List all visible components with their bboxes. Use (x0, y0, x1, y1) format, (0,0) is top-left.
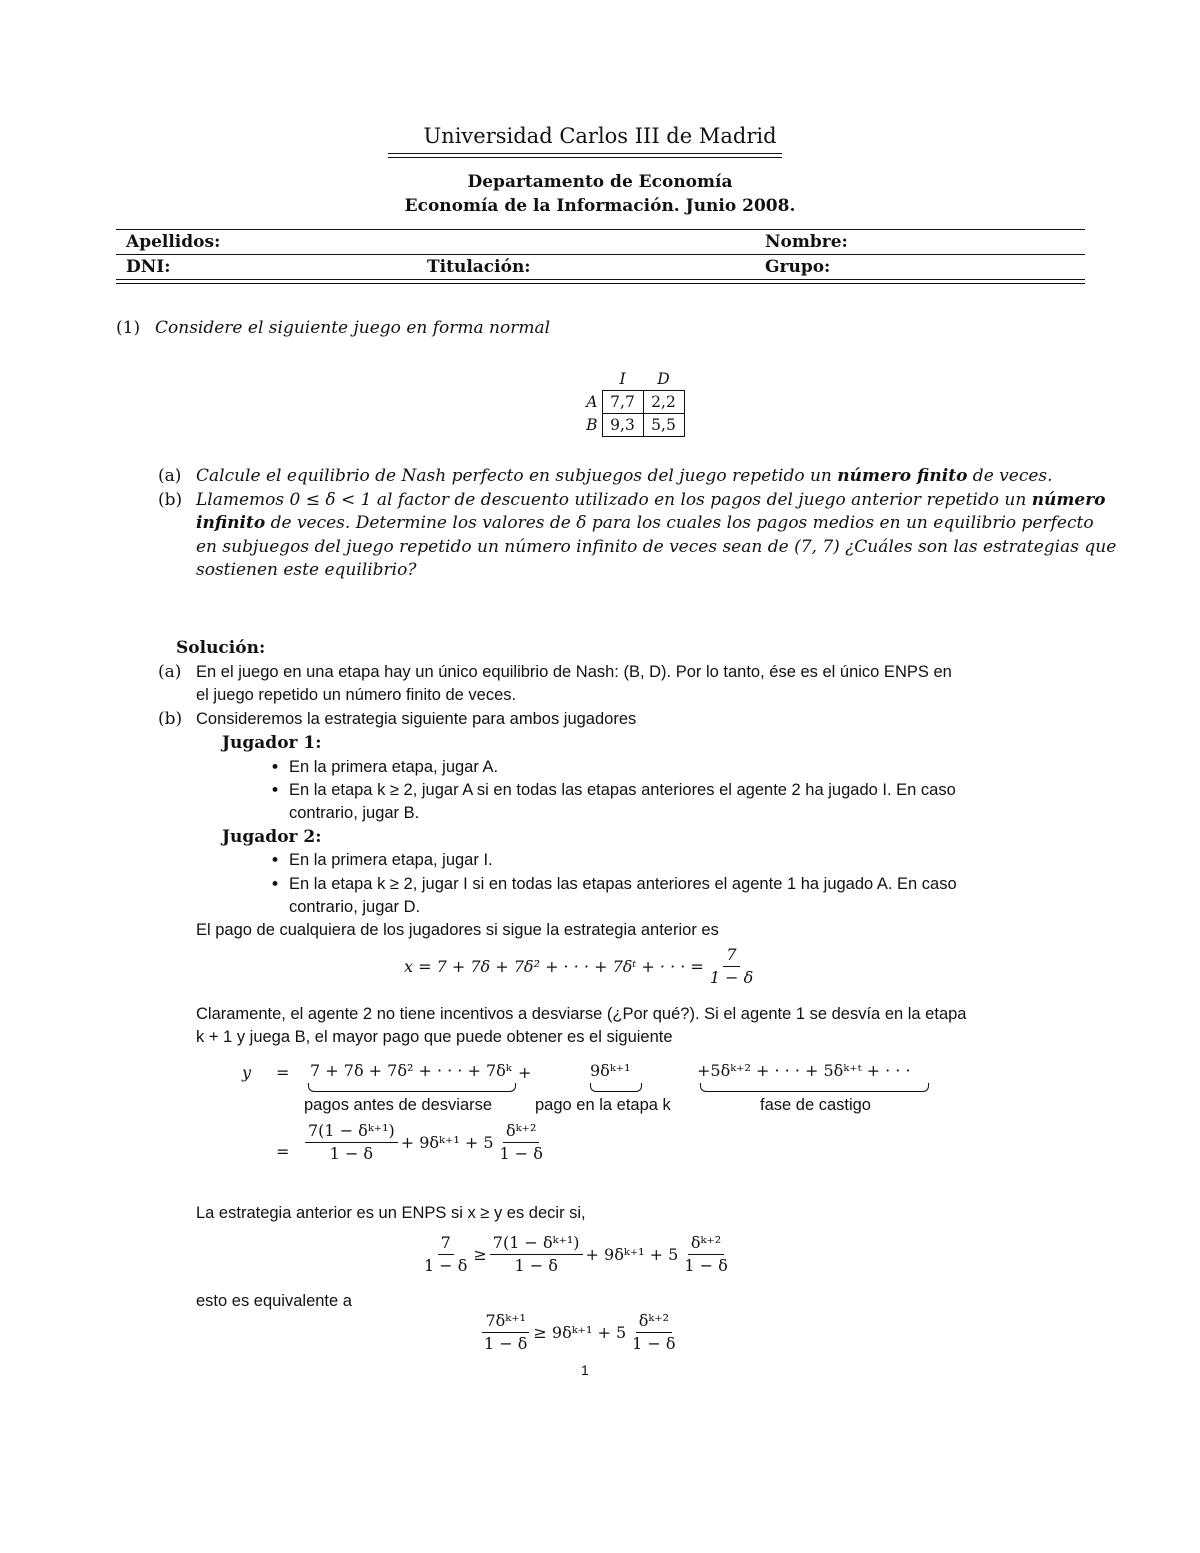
part-a-text: Calcule el equilibrio de Nash perfecto en subjuegos del juego repetido un número finito de veces. (196, 466, 1053, 486)
equation-y2 (302, 1122, 549, 1162)
title-rule-bottom (388, 157, 782, 158)
cell-a-i: 7,7 (602, 391, 643, 414)
equation-y-term-3: +5δᵏ⁺² + · · · + 5δᵏ⁺ᵗ + · · · (697, 1061, 911, 1080)
cell-b-d: 5,5 (643, 414, 684, 437)
equation-y2-equals: = (276, 1142, 290, 1161)
clear-line-2: k + 1 y juega B, el mayor pago que puede obtener es el siguiente (196, 1028, 673, 1046)
equation-condition-fraction-3: $\frac{\text{δᵏ⁺²}}{1 - \delta}$ (684, 1233, 728, 1275)
bullet-icon: • (270, 781, 281, 801)
equation-x (404, 946, 759, 986)
solution-a-label: (a) (158, 662, 182, 682)
form-rule-1 (116, 229, 1085, 230)
underbrace-1 (308, 1083, 516, 1092)
question-prompt: Considere el siguiente juego en forma normal (155, 318, 551, 338)
cell-b-i: 9,3 (602, 414, 643, 437)
equation-y2-mid: + 9δᵏ⁺¹ + 5 (400, 1132, 494, 1152)
equation-y-var: y (242, 1063, 252, 1082)
player-1-heading: Jugador 1: (222, 733, 322, 753)
titulacion-label: Titulación: (427, 257, 531, 277)
col-label-i: I (619, 370, 626, 388)
equation-condition-fraction-2: $\frac{\text{7(1 − δᵏ⁺¹)}}{1 - \delta}$ (490, 1234, 583, 1274)
equation-y2-fraction-2: $\frac{\text{δᵏ⁺²}}{1 - \delta}$ (499, 1121, 543, 1163)
apellidos-label: Apellidos: (126, 232, 221, 252)
part-b-line-2: infinito de veces. Determine los valores de δ para los cuales los pagos medios en un equilibrio perfecto (196, 513, 1094, 533)
p2-bullet-1: En la primera etapa, jugar I. (289, 851, 493, 869)
part-b-line-3: en subjuegos del juego repetido un número infinito de veces sean de (7, 7) ¿Cuáles son las estrategias que (196, 537, 1117, 557)
p1-bullet-2b: contrario, jugar B. (289, 804, 420, 822)
nombre-label: Nombre: (765, 232, 848, 252)
equation-x-fraction: $\frac{7}{1 - \delta}$ (709, 945, 754, 987)
part-b-label: (b) (158, 490, 183, 510)
underbrace-3 (700, 1083, 929, 1092)
solution-a-line-1: En el juego en una etapa hay un único equilibrio de Nash: (B, D). Por lo tanto, ése es el único ENPS en (196, 663, 952, 681)
form-rule-3 (116, 279, 1085, 280)
equation-y-equals: = (276, 1063, 290, 1082)
part-a-label: (a) (158, 466, 182, 486)
enps-intro: La estrategia anterior es un ENPS si x ≥ y es decir si, (196, 1204, 586, 1222)
title-rule-top (388, 153, 782, 154)
equation-y-plus: + (518, 1063, 532, 1082)
equation-x-lhs: x = 7 + 7δ + 7δ² + · · · + 7δᵗ + · · · = (404, 956, 704, 976)
p1-bullet-1: En la primera etapa, jugar A. (289, 758, 499, 776)
bullet-icon: • (270, 851, 281, 871)
question-number: (1) (116, 318, 141, 338)
equation-y-term-1: 7 + 7δ + 7δ² + · · · + 7δᵏ (310, 1061, 512, 1080)
solution-title: Solución: (176, 638, 266, 658)
dni-label: DNI: (126, 257, 171, 277)
department-title: Departamento de Economía (467, 172, 733, 192)
p2-bullet-2b: contrario, jugar D. (289, 898, 421, 916)
row-label-a: A (586, 393, 598, 411)
equation-equivalent-mid: ≥ 9δᵏ⁺¹ + 5 (533, 1322, 627, 1342)
col-label-d: D (657, 370, 670, 388)
course-title: Economía de la Información. Junio 2008. (404, 196, 796, 216)
p1-bullet-2a: En la etapa k ≥ 2, jugar A si en todas las etapas anteriores el agente 2 ha jugado I. En caso (289, 781, 956, 799)
player-2-heading: Jugador 2: (222, 827, 322, 847)
equation-condition (418, 1234, 734, 1274)
equation-equivalent-fraction-2: $\frac{\text{δᵏ⁺²}}{1 - \delta}$ (632, 1311, 676, 1353)
form-rule-2 (116, 254, 1085, 255)
brace-label-3: fase de castigo (760, 1096, 871, 1114)
cell-a-d: 2,2 (643, 391, 684, 414)
equation-y2-fraction-1: $\frac{\text{7(1 − δᵏ⁺¹)}}{1 - \delta}$ (305, 1122, 398, 1162)
grupo-label: Grupo: (765, 257, 831, 277)
university-title: Universidad Carlos III de Madrid (423, 124, 777, 148)
row-label-b: B (586, 416, 598, 434)
equation-condition-geq: ≥ (473, 1244, 487, 1264)
solution-b-label: (b) (158, 709, 183, 729)
solution-b-line-1: Consideremos la estrategia siguiente para ambos jugadores (196, 710, 637, 728)
equivalent-intro: esto es equivalente a (196, 1292, 352, 1310)
game-matrix (562, 368, 685, 437)
payoff-intro: El pago de cualquiera de los jugadores si sigue la estrategia anterior es (196, 921, 719, 939)
bullet-icon: • (270, 758, 281, 778)
equation-condition-fraction-1: $\frac{7}{1 - \delta}$ (424, 1233, 468, 1275)
page-number: 1 (581, 1362, 589, 1378)
equation-equivalent (478, 1312, 682, 1352)
form-rule-4 (116, 283, 1085, 284)
equation-equivalent-fraction-1: $\frac{\text{7δᵏ⁺¹}}{1 - \delta}$ (484, 1311, 528, 1353)
equation-condition-mid: + 9δᵏ⁺¹ + 5 (585, 1244, 679, 1264)
solution-a-line-2: el juego repetido un número finito de veces. (196, 686, 517, 704)
clear-line-1: Claramente, el agente 2 no tiene incentivos a desviarse (¿Por qué?). Si el agente 1 se desvía en la etapa (196, 1005, 967, 1023)
brace-label-2: pago en la etapa k (535, 1096, 671, 1114)
equation-y-term-2: 9δᵏ⁺¹ (590, 1061, 631, 1080)
bullet-icon: • (270, 875, 281, 895)
part-b-line-1: Llamemos 0 ≤ δ < 1 al factor de descuento utilizado en los pagos del juego anterior repetido un número (196, 490, 1106, 510)
part-b-line-4: sostienen este equilibrio? (196, 560, 417, 580)
underbrace-2 (590, 1083, 642, 1092)
brace-label-1: pagos antes de desviarse (304, 1096, 493, 1114)
p2-bullet-2a: En la etapa k ≥ 2, jugar I si en todas las etapas anteriores el agente 1 ha jugado A. En caso (289, 875, 957, 893)
